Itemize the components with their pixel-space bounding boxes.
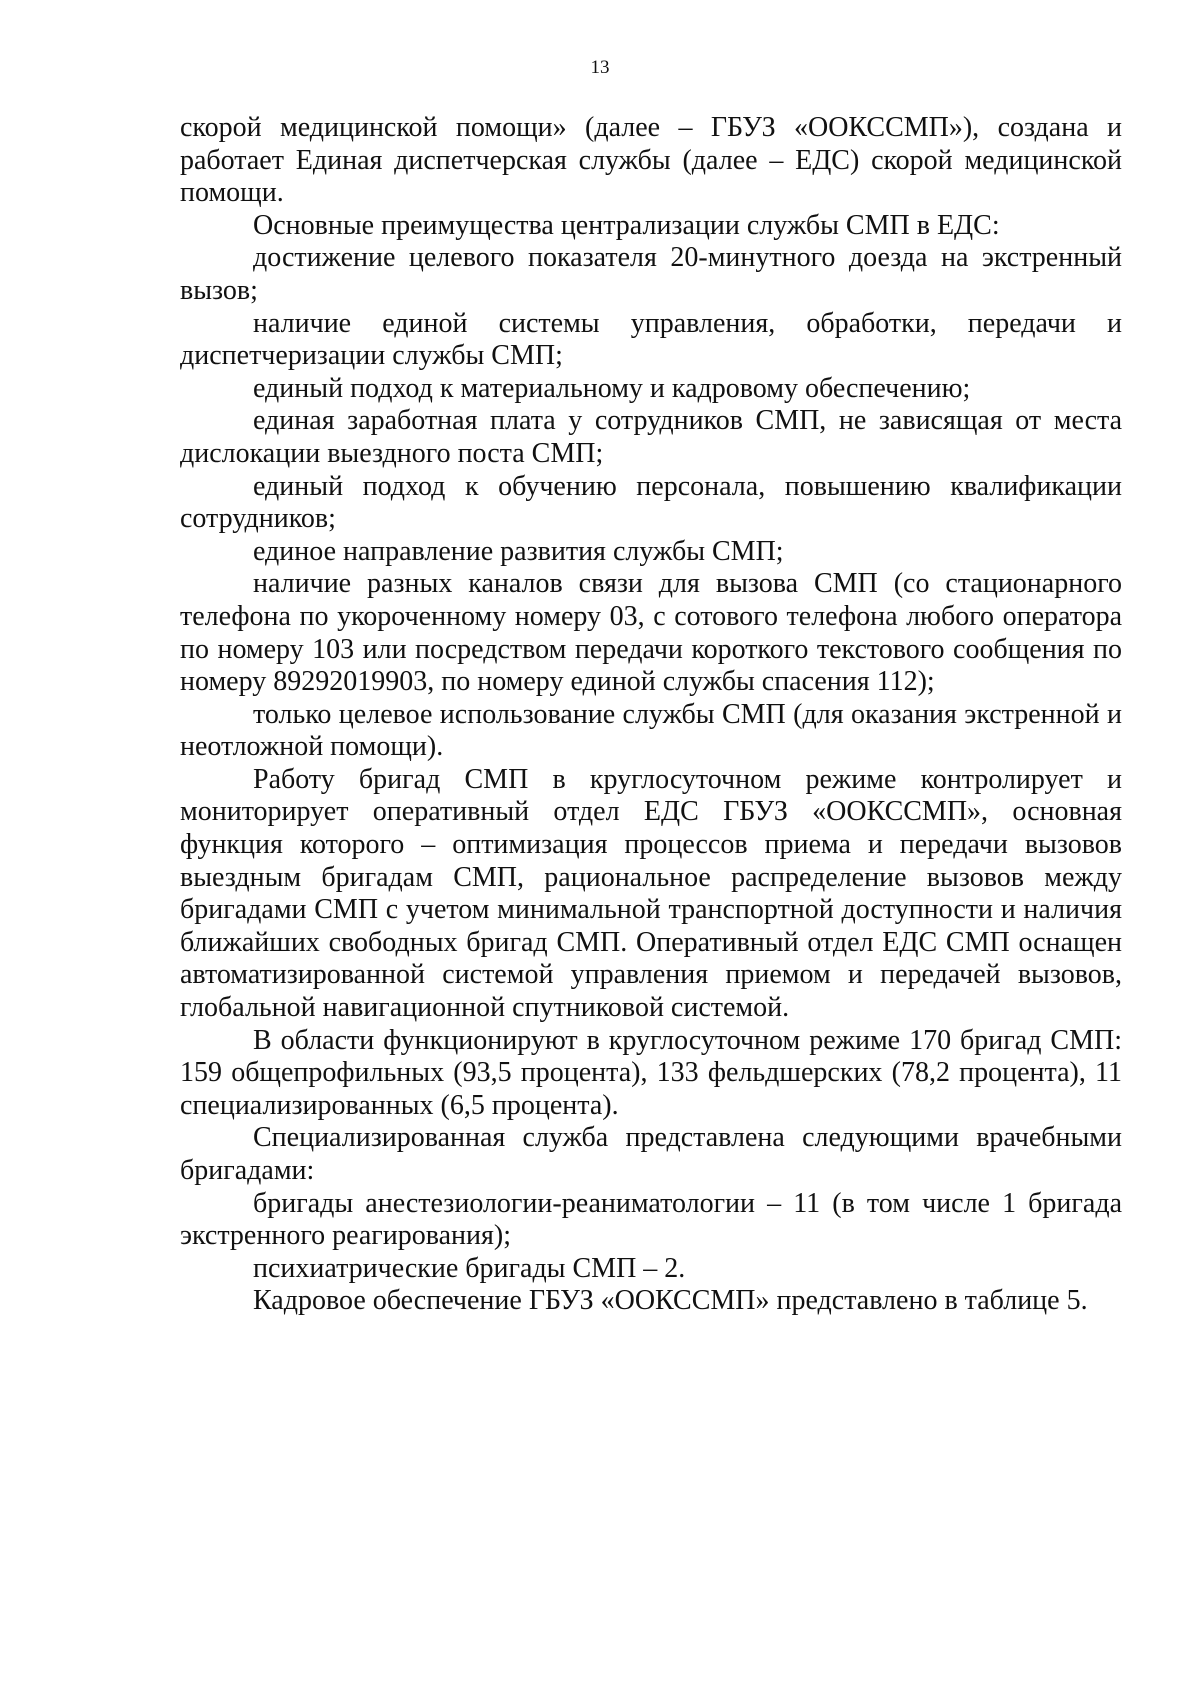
paragraph-brigade-count: В области функционируют в круглосуточном режиме 170 бригад СМП: 159 общепрофильных (93,5 процента), 133 фельдшерских (78,2 процента), 11 специализированных (6,5 процента). — [180, 1024, 1122, 1121]
paragraph-continuation: скорой медицинской помощи» (далее – ГБУЗ «ООКССМП»), создана и работает Единая диспетчерская службы (далее – ЕДС) скорой медицинской помощи. — [180, 112, 1122, 209]
paragraph-operations-department: Работу бригад СМП в круглосуточном режиме контролирует и мониторирует оперативный отдел ЕДС ГБУЗ «ООКССМП», основная функция которого – оптимизация процессов приема и передачи вызовов выездным бригадам СМП, рациональное распределение вызовов между бригадами СМП с учетом минимальной транспортной доступности и наличия ближайших свободных бригад СМП. Оперативный отдел ЕДС СМП оснащен автоматизированной системой управления приемом и передачей вызовов, глобальной навигационной спутниковой системой. — [180, 763, 1122, 1024]
list-item-unified-salary: единая заработная плата у сотрудников СМП, не зависящая от места дислокации выездного поста СМП; — [180, 405, 1122, 469]
list-item-targeted-use: только целевое использование службы СМП (для оказания экстренной и неотложной помощи). — [180, 698, 1122, 763]
list-item-training: единый подход к обучению персонала, повышению квалификации сотрудников; — [180, 470, 1122, 535]
paragraph-advantages-heading: Основные преимущества централизации службы СМП в ЕДС: — [253, 209, 1000, 241]
list-item-unified-system: наличие единой системы управления, обработки, передачи и диспетчеризации службы СМП; — [180, 307, 1122, 372]
list-item-material-support: единый подход к материальному и кадровому обеспечению; — [253, 372, 971, 404]
list-item-target-indicator: достижение целевого показателя 20-минутного доезда на экстренный вызов; — [180, 242, 1122, 306]
paragraph-specialized-service: Специализированная служба представлена следующими врачебными бригадами: — [180, 1122, 1122, 1186]
page-number: 13 — [590, 57, 610, 78]
paragraph-staffing: Кадровое обеспечение ГБУЗ «ООКССМП» представлено в таблице 5. — [253, 1285, 1088, 1317]
list-item-development: единое направление развития службы СМП; — [253, 535, 784, 567]
list-item-communication-channels: наличие разных каналов связи для вызова СМП (со стационарного телефона по укороченному номеру 03, с сотового телефона любого оператора по номеру 103 или посредством передачи короткого текстового сообщения по номеру 89292019903, по номеру единой службы спасения 112); — [180, 568, 1122, 698]
list-item-anesthesiology: бригады анестезиологии-реаниматологии – 11 (в том числе 1 бригада экстренного реагирования); — [180, 1187, 1122, 1252]
list-item-psychiatric: психиатрические бригады СМП – 2. — [253, 1252, 686, 1284]
document-body — [180, 112, 1122, 1318]
